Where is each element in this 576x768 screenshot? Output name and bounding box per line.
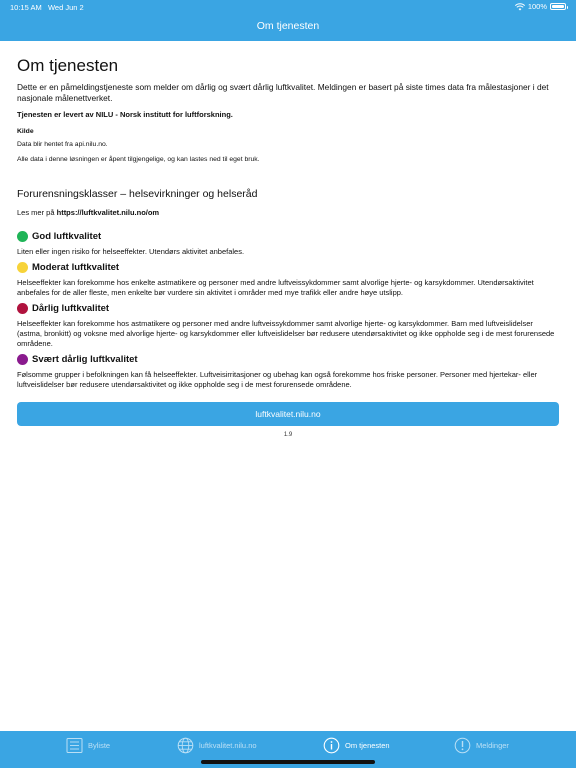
version-label: 1.9 (283, 431, 293, 438)
source-text: Data blir hentet fra api.nilu.no. (17, 140, 108, 148)
yellow-dot-icon (17, 262, 28, 273)
website-link-button[interactable]: luftkvalitet.nilu.no (17, 402, 559, 426)
globe-icon (177, 737, 194, 754)
source-heading: Kilde (17, 127, 34, 135)
class-description: Liten eller ingen risiko for helseeffekter. Utendørs aktivitet anbefales. (17, 246, 245, 256)
intro-text: Dette er en påmeldingstjeneste som melder om dårlig og svært dårlig luftkvalitet. Meldingen er basert på siste times data fra målestasjoner i det nasjonale målenettverket. (17, 82, 549, 103)
battery-percent: 100% (527, 2, 547, 11)
wifi-icon (515, 3, 525, 11)
status-bar (0, 2, 576, 14)
read-more-link[interactable]: https://luftkvalitet.nilu.no/om (56, 207, 160, 217)
class-label: God luftkvalitet (32, 230, 102, 242)
class-moderate (17, 262, 559, 298)
tab-label: Byliste (88, 741, 111, 750)
info-icon (323, 737, 340, 754)
top-bar (0, 0, 576, 41)
tab-byliste[interactable] (66, 737, 110, 754)
tab-meldinger[interactable] (454, 737, 509, 754)
green-dot-icon (17, 231, 28, 242)
class-description: Helseeffekter kan forekomme hos astmatikere og personer med andre luftveissykdommer samt alvorlige hjerte- og karsykdommer. Barn med luftveislidelser (astma, bronkitt) og voksne med alvorlige hjerte- og karsykdommer eller luftveislidelser bør redusere utendørsaktivitet og ikke oppholde seg i de mest forurensede områdene. (17, 318, 555, 348)
tab-bar (0, 731, 576, 768)
red-dot-icon (17, 303, 28, 314)
class-label: Dårlig luftkvalitet (32, 302, 110, 314)
tab-label: Om tjenesten (345, 741, 390, 750)
status-time: 10:15 AM Wed Jun 2 (10, 3, 84, 12)
home-indicator[interactable] (201, 760, 375, 764)
class-good (17, 231, 559, 257)
class-description: Følsomme grupper i befolkningen kan få helseeffekter. Luftveisirritasjoner og ubehag kan også forekomme hos friske personer. Personer med hjertekar- eller luftveislidelser bør redusere utendørsaktivitet og ikke oppholde seg i de mest forurensede områdene. (17, 369, 538, 389)
class-description: Helseeffekter kan forekomme hos enkelte astmatikere og personer med andre luftveissykdommer samt alvorlige hjerte- og karsykdommer. Utendørsaktivitet anbefales for de aller fleste, men enkelte bør vurdere sin aktivitet i områder med mye trafikk eller andre høye utslipp. (17, 277, 534, 297)
purple-dot-icon (17, 354, 28, 365)
class-label: Moderat luftkvalitet (32, 261, 120, 273)
class-label: Svært dårlig luftkvalitet (32, 353, 138, 365)
battery-icon (550, 3, 566, 10)
alert-icon (454, 737, 471, 754)
read-more: Les mer på https://luftkvalitet.nilu.no/om (17, 207, 160, 217)
page-title: Om tjenesten (17, 56, 119, 75)
provider-text: Tjenesten er levert av NILU - Norsk institutt for luftforskning. (17, 110, 233, 119)
main-content (17, 56, 559, 438)
tab-luftkvalitet[interactable] (177, 737, 257, 754)
class-very-poor (17, 354, 559, 390)
tab-label: luftkvalitet.nilu.no (199, 741, 257, 750)
class-poor (17, 303, 559, 349)
list-icon (66, 737, 83, 754)
nav-title: Om tjenesten (256, 20, 320, 32)
tab-om-tjenesten[interactable] (323, 737, 390, 754)
open-data-text: Alle data i denne løsningen er åpent tilgjengelige, og kan lastes ned til eget bruk. (17, 155, 260, 163)
tab-label: Meldinger (476, 741, 509, 750)
classes-heading: Forurensningsklasser – helsevirkninger og helseråd (17, 187, 258, 200)
status-right (515, 2, 566, 11)
